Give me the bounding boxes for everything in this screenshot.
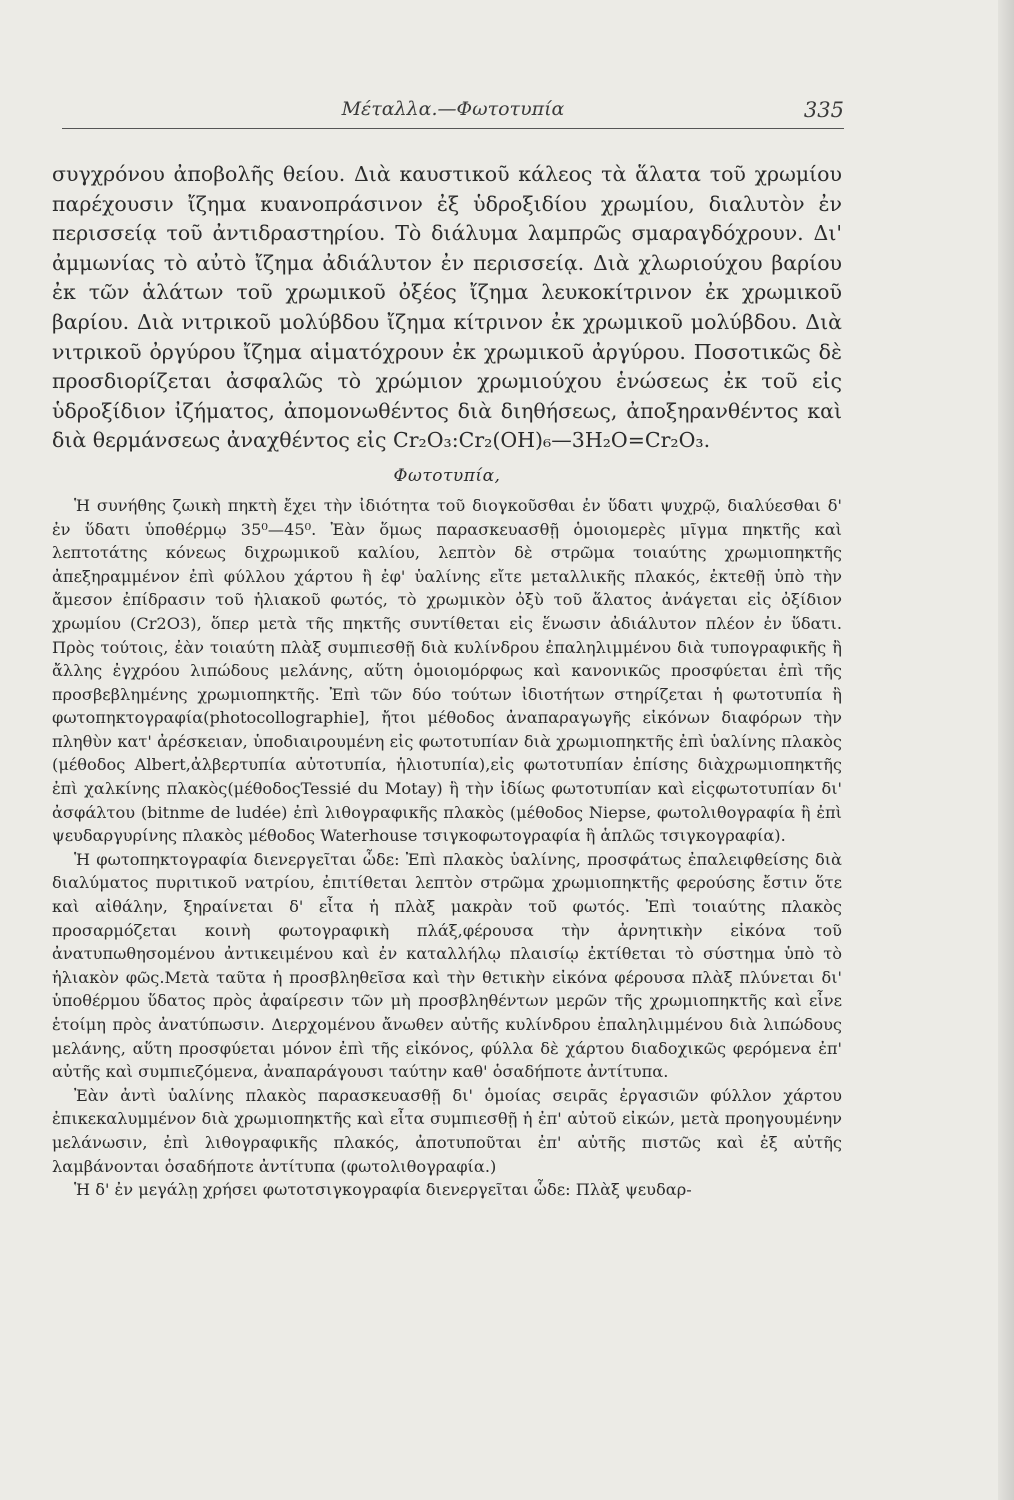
paragraph-chromium-tests: συγχρόνου ἀποβολῆς θείου. Διὰ καυστικοῦ κάλεος τὰ ἅλατα τοῦ χρωμίου παρέχουσιν ἴζημα κυανοπράσινον ἐξ ὑδροξιδίου χρωμίου, διαλυτὸν ἐν περισσείᾳ τοῦ ἀντιδραστηρίου. Τὸ διάλυμα λαμπρῶς σμαραγδόχρουν. Δι' ἀμμωνίας τὸ αὐτὸ ἴζημα ἀδιάλυτον ἐν περισσείᾳ. Διὰ χλωριούχου βαρίου ἐκ τῶν ἁλάτων τοῦ χρωμικοῦ ὀξέος ἴζημα λευκοκίτρινον ἐκ χρωμικοῦ βαρίου. Διὰ νιτρικοῦ μολύβδου ἴζημα κίτρινον ἐκ χρωμικοῦ μολύβδου. Διὰ νιτρικοῦ ὀργύρου ἴζημα αἱματόχρουν ἐκ χρωμικοῦ ἀργύρου. Ποσοτικῶς δὲ προσδιορίζεται ἀσφαλῶς τὸ χρώμιον χρωμιούχου ἑνώσεως ἐκ τοῦ εἰς ὑδροξίδιον ἰζήματος, ἀπομονωθέντος διὰ διηθήσεως, ἀποξηρανθέντος καὶ διὰ θερμάνσεως ἀναχθέντος εἰς Cr₂O₃:Cr₂(OH)₆—3H₂O=Cr₂O₃.	[52, 162, 842, 453]
page-edge	[998, 0, 1014, 1500]
paragraph-zincography: Ἡ δ' ἐν μεγάλῃ χρήσει φωτοτσιγκογραφία διενεργεῖται ὧδε: Πλὰξ ψευδαρ-	[74, 1180, 692, 1200]
running-head: Μέταλλα.—Φωτοτυπία	[341, 98, 565, 120]
page-header	[62, 98, 844, 129]
page-number: 335	[803, 98, 844, 122]
paragraph-photocollography: Ἡ φωτοπηκτογραφία διενεργεῖται ὧδε: Ἐπὶ πλακὸς ὑαλίνης, προσφάτως ἐπαλειφθείσης διὰ διαλύματος πυριτικοῦ νατρίου, ἐπιτίθεται λεπτὸν στρῶμα χρωμιοπηκτῆς φερούσης ἔστιν ὅτε καὶ αἰθάλην, ξηραίνεται δ' εἶτα ἡ πλὰξ μακρὰν τοῦ φωτός. Ἐπὶ τοιαύτης πλακὸς προσαρμόζεται κοινὴ φωτογραφικὴ πλάξ,φέρουσα τὴν ἀρνητικὴν εἰκόνα τοῦ ἀνατυπωθησομένου ἀντικειμένου καὶ ἐν καταλλήλῳ πλαισίῳ ἐκτίθεται τὸ σύστημα ὑπὸ τὸ ἡλιακὸν φῶς.Μετὰ ταῦτα ἡ προσβληθεῖσα καὶ τὴν θετικὴν εἰκόνα φέρουσα πλὰξ πλύνεται δι' ὑποθέρμου ὕδατος πρὸς ἀφαίρεσιν τῶν μὴ προσβληθέντων μερῶν τῆς χρωμιοπηκτῆς καὶ εἶνε ἑτοίμη πρὸς ἀνατύπωσιν. Διερχομένου ἄνωθεν αὐτῆς κυλίνδρου ἐπαληλιμμένου διὰ λιπώδους μελάνης, αὕτη προσφύεται μόνον ἐπὶ τῆς εἰκόνος, φύλλα δὲ χάρτου διαδοχικῶς φερόμενα ἐπ' αὐτῆς καὶ συμπιεζόμενα, ἀναπαράγουσι ταύτην καθ' ὁσαδήποτε ἀντίτυπα.	[52, 849, 842, 1082]
phototype-section	[52, 494, 842, 1202]
body-text	[52, 160, 842, 1202]
paragraph-phototype-intro: Ἡ συνήθης ζωικὴ πηκτὴ ἔχει τὴν ἰδιότητα τοῦ διογκοῦσθαι ἐν ὕδατι ψυχρῷ, διαλύεσθαι δ' ἐν ὕδατι ὑποθέρμῳ 35⁰—45⁰. Ἐὰν ὅμως παρασκευασθῇ ὁμοιομερὲς μῖγμα πηκτῆς καὶ λεπτοτάτης κόνεως διχρωμικοῦ καλίου, λεπτὸν δὲ στρῶμα τοιαύτης χρωμιοπηκτῆς ἀπεξηραμμένον ἐπὶ φύλλου χάρτου ἢ ἐφ' ὑαλίνης εἴτε μεταλλικῆς πλακός, ἐκτεθῇ ὑπὸ τὴν ἄμεσον ἐπίδρασιν τοῦ ἡλιακοῦ φωτός, τὸ χρωμικὸν ὀξὺ τοῦ ἅλατος ἀνάγεται εἰς ὀξίδιον χρωμίου (Cr2O3), ὅπερ μετὰ τῆς πηκτῆς συντίθεται εἰς ἕνωσιν ἀδιάλυτον πλέον ἐν ὕδατι. Πρὸς τούτοις, ἐὰν τοιαύτη πλὰξ συμπιεσθῇ διὰ κυλίνδρου ἐπαληλιμμένου διὰ τυπογραφικῆς ἢ ἄλλης ἐγχρόου λιπώδους μελάνης, αὕτη ὁμοιομόρφως καὶ κανονικῶς προσφύεται ἐπὶ τῆς προσβεβλημένης χρωμιοπηκτῆς. Ἐπὶ τῶν δύο τούτων ἰδιοτήτων στηρίζεται ἡ φωτοτυπία ἢ φωτοπηκτογραφία(photocollographie], ἤτοι μέθοδος ἀναπαραγωγῆς εἰκόνων διαφόρων τὴν πληθὺν κατ' ἀρέσκειαν, ὑποδιαιρουμένη εἰς φωτοτυπίαν διὰ χρωμιοπηκτῆς ἐπὶ ὑαλίνης πλακὸς (μέθοδος Albert,ἀλβερτυπία αὐτοτυπία, ἡλιοτυπία),εἰς φωτοτυπίαν ἐπίσης διὰχρωμιοπηκτῆς ἐπὶ χαλκίνης πλακὸς(μέθοδοςTessié du Motay) ἢ τὴν ἰδίως φωτοτυπίαν καὶ εἰςφωτοτυπίαν δι' ἀσφάλτου (bitnme de ludée) ἐπὶ λιθογραφικῆς πλακὸς (μέθοδος Niepse, φωτολιθογραφία ἢ ἐπὶ ψευδαργυρίνης πλακὸς μέθοδος Waterhouse τσιγκοφωτογραφία ἢ ἁπλῶς τσιγκογραφία).	[52, 495, 842, 846]
section-title: Φωτοτυπία,	[393, 465, 501, 486]
chromium-paragraph	[52, 160, 842, 456]
paragraph-photolithography: Ἐὰν ἀντὶ ὑαλίνης πλακὸς παρασκευασθῇ δι' ὁμοίας σειρᾶς ἐργασιῶν φύλλον χάρτου ἐπικεκαλυμμένον διὰ χρωμιοπηκτῆς καὶ εἶτα συμπιεσθῇ ἡ ἐπ' αὐτοῦ εἰκών, μετὰ προηγουμένην μελάνωσιν, ἐπὶ λιθογραφικῆς πλακός, ἀποτυποῦται ἐπ' αὐτῆς πιστῶς καὶ ἐξ αὐτῆς λαμβάνονται ὁσαδήποτε ἀντίτυπα (φωτολιθογραφία.)	[52, 1085, 842, 1176]
